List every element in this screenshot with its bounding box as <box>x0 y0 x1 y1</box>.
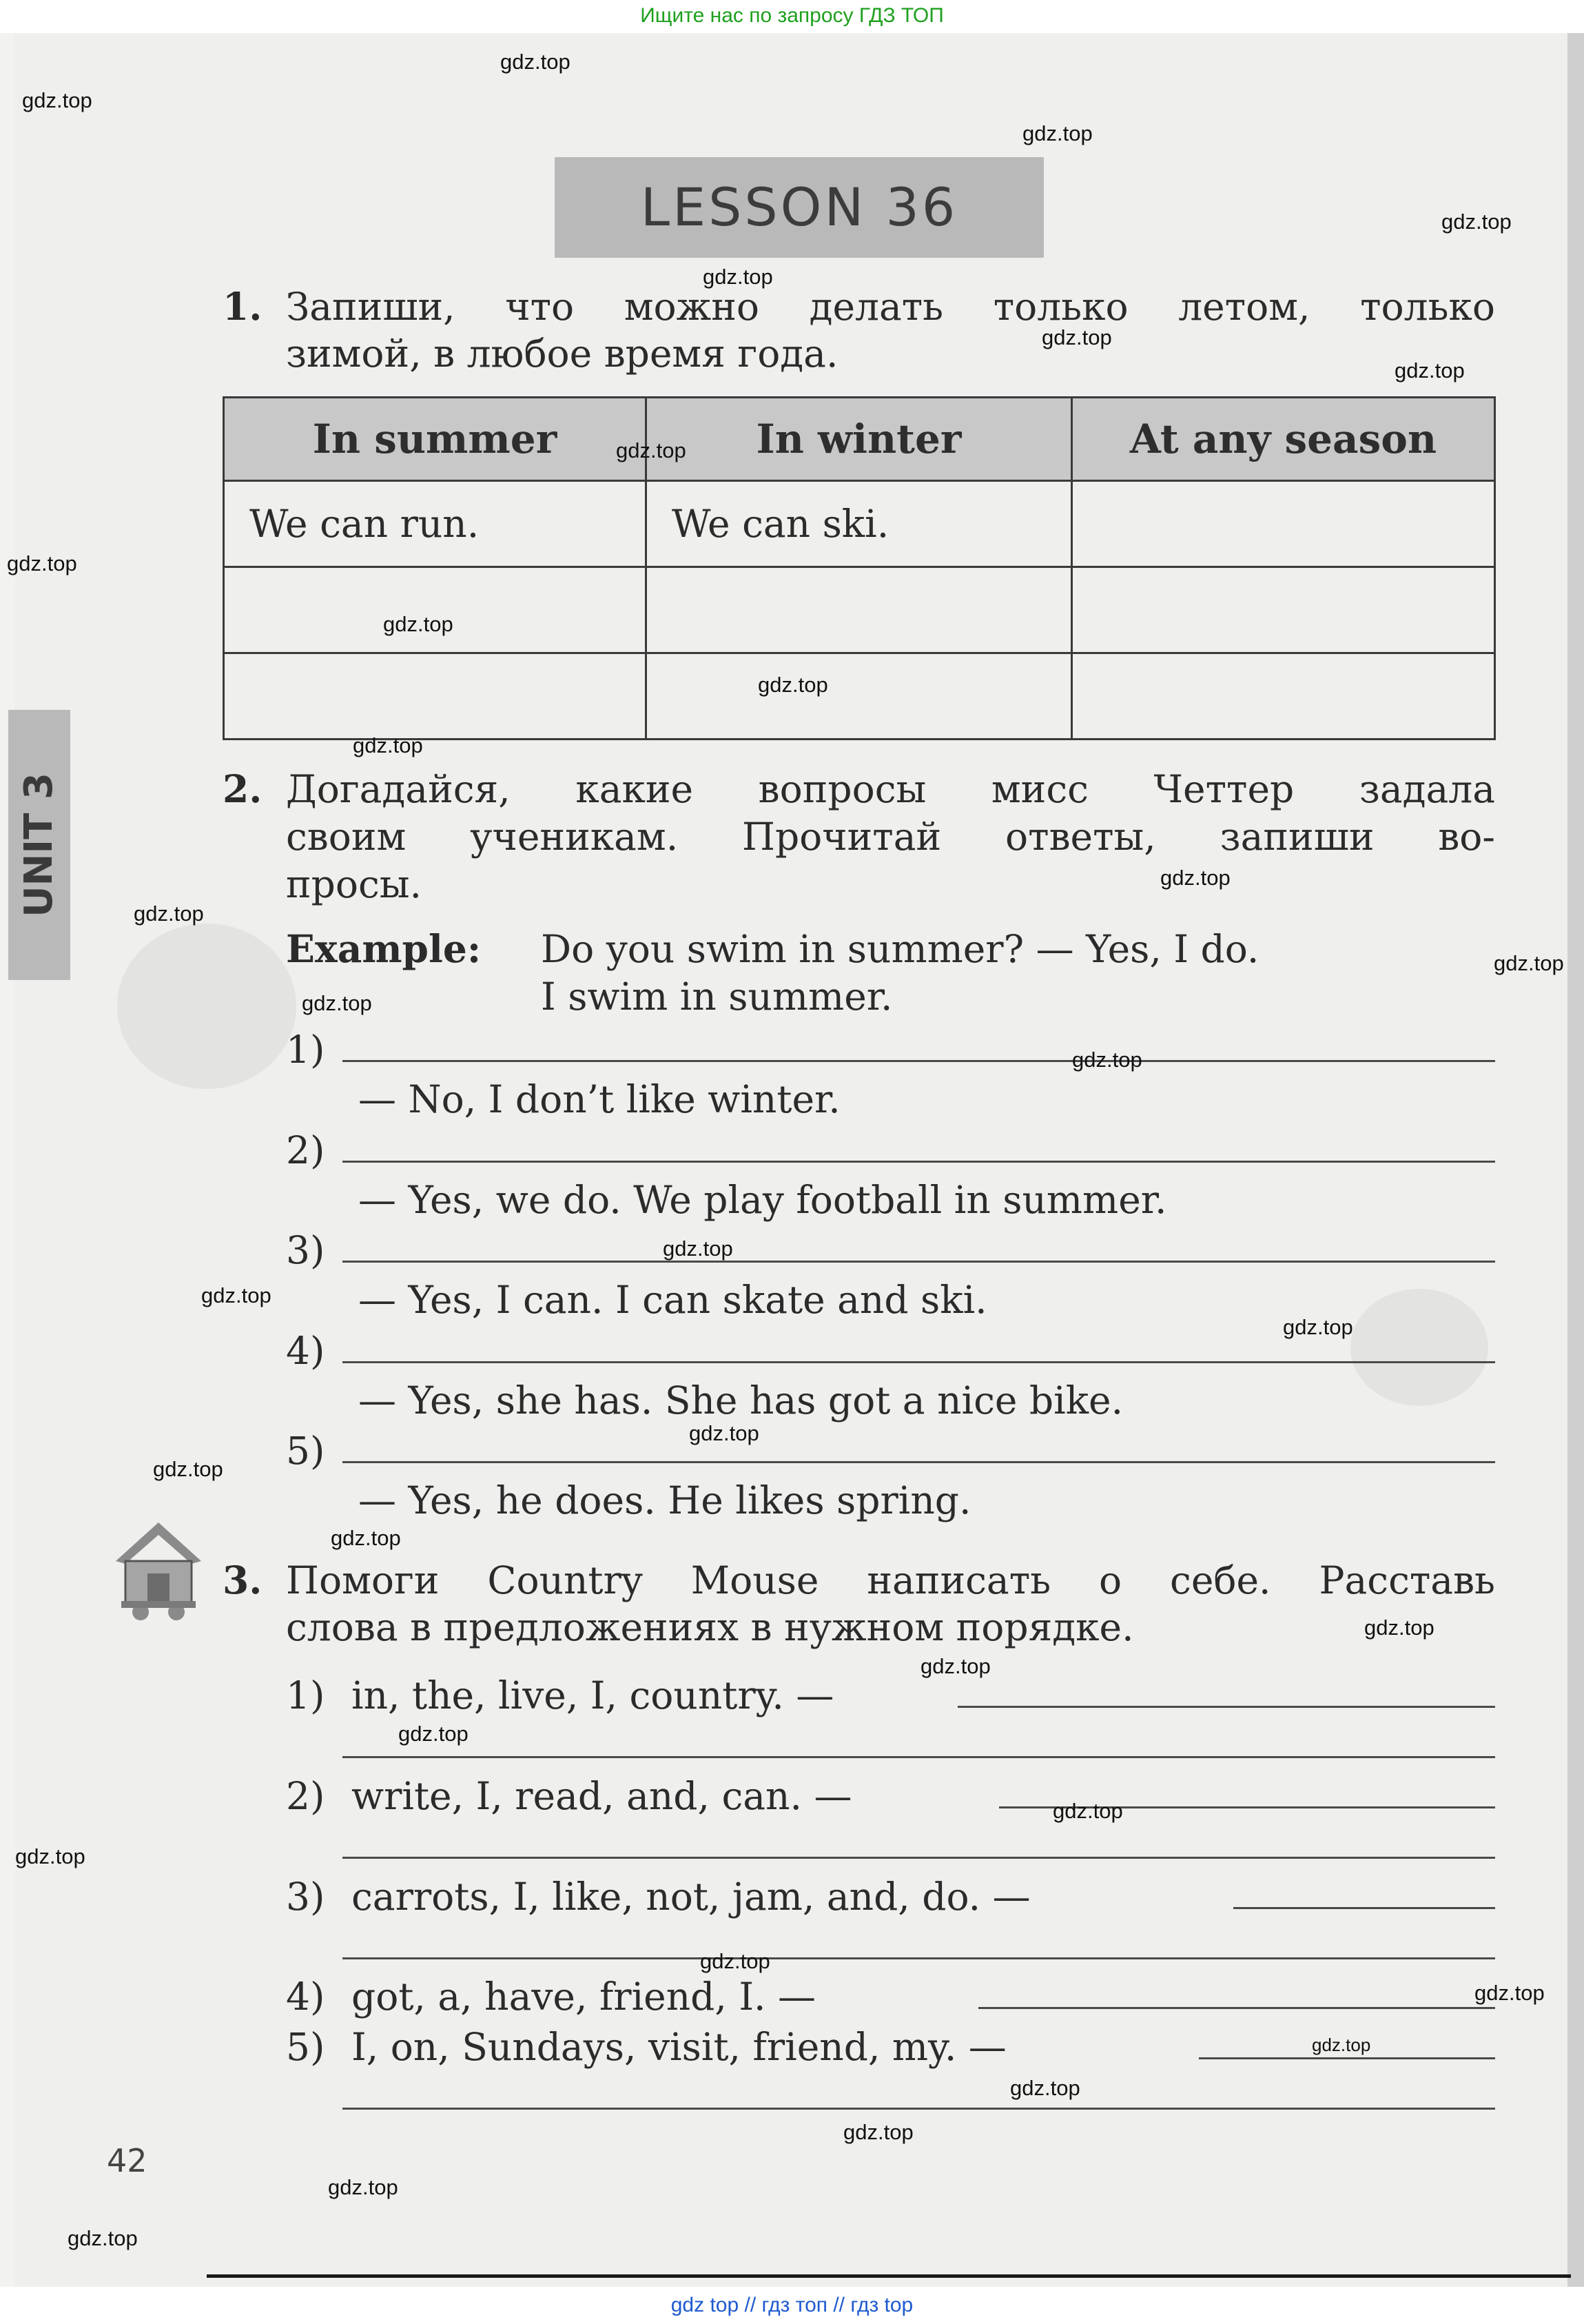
bottom-banner: gdz top // гдз топ // гдз top <box>0 2287 1584 2324</box>
answer-line[interactable] <box>1233 1907 1495 1909</box>
ex2-number: 2. <box>223 766 263 811</box>
ex2-item-number: 2) <box>286 1128 325 1172</box>
ex2-item-number: 1) <box>286 1028 325 1072</box>
ex2-item-number: 3) <box>286 1228 325 1272</box>
table-cell[interactable]: We can ski. <box>646 481 1072 567</box>
ex1-instruction-line2: зимой, в любое время года. <box>286 332 839 376</box>
answer-line[interactable] <box>342 1261 1495 1263</box>
answer-line[interactable] <box>1199 2057 1495 2059</box>
watermark: gdz.top <box>302 991 372 1015</box>
ex2-instruction-line1: Догадайся, какие вопросы мисс Четтер задала <box>286 767 1495 811</box>
ex2-item-answer: — Yes, she has. She has got a nice bike. <box>358 1378 1124 1423</box>
page-number: 42 <box>107 2142 147 2179</box>
header-in-summer: In summer <box>224 398 646 481</box>
ex2-item-answer: — No, I don’t like winter. <box>358 1077 841 1121</box>
table-row <box>224 481 1495 567</box>
watermark: gdz.top <box>700 1949 770 1973</box>
ex2-example-answer: I swim in summer. <box>541 975 893 1019</box>
watermark: gdz.top <box>331 1526 401 1550</box>
ex3-item-number: 1) <box>286 1673 325 1717</box>
unit-tab-label: UNIT 3 <box>17 773 61 917</box>
table-cell[interactable] <box>646 653 1072 740</box>
watermark: gdz.top <box>1072 1048 1142 1072</box>
watermark: gdz.top <box>1474 1981 1545 2005</box>
ex2-example-label: Example: <box>286 926 482 971</box>
table-cell[interactable] <box>224 653 646 740</box>
ex3-item-number: 4) <box>286 1975 325 2019</box>
seasons-table <box>223 396 1496 740</box>
table-row <box>224 653 1495 740</box>
table-cell[interactable] <box>1072 481 1495 567</box>
watermark: gdz.top <box>1441 210 1512 234</box>
page-edge-shadow <box>1567 33 1584 2287</box>
watermark: gdz.top <box>1395 358 1465 383</box>
ex2-example-question: Do you swim in summer? — Yes, I do. <box>541 927 1259 971</box>
watermark: gdz.top <box>616 438 686 462</box>
table-cell[interactable] <box>646 567 1072 653</box>
ex3-instruction-line1: Помоги Country Mouse написать о себе. Расставь <box>286 1558 1495 1602</box>
answer-line[interactable] <box>342 1857 1495 1859</box>
watermark: gdz.top <box>663 1236 733 1261</box>
ex2-item-number: 5) <box>286 1429 325 1473</box>
answer-line[interactable] <box>342 1060 1495 1062</box>
watermark: gdz.top <box>1010 2076 1080 2100</box>
lesson-title: LESSON 36 <box>640 176 958 238</box>
watermark: gdz.top <box>1042 325 1112 349</box>
answer-line[interactable] <box>342 1957 1495 1959</box>
watermark: gdz.top <box>1364 1615 1434 1640</box>
ex3-instruction-line2: слова в предложениях в нужном порядке. <box>286 1605 1134 1649</box>
bleed-through-shape <box>117 924 296 1089</box>
header-at-any-season: At any season <box>1072 398 1495 481</box>
ex3-item-number: 2) <box>286 1774 325 1818</box>
answer-line[interactable] <box>342 2108 1495 2110</box>
ex2-item-answer: — Yes, we do. We play football in summer. <box>358 1178 1167 1222</box>
top-search-banner: Ищите нас по запросу ГДЗ ТОП <box>0 0 1584 33</box>
watermark: gdz.top <box>843 2120 914 2144</box>
watermark: gdz.top <box>1494 951 1564 975</box>
table-row <box>224 567 1495 653</box>
table-cell[interactable] <box>1072 567 1495 653</box>
answer-line[interactable] <box>342 1161 1495 1163</box>
watermark: gdz.top <box>201 1283 271 1307</box>
watermark: gdz.top <box>68 2226 138 2250</box>
table-cell[interactable]: We can run. <box>224 481 646 567</box>
watermark: gdz.top <box>1022 121 1093 145</box>
watermark: gdz.top <box>920 1654 991 1678</box>
ex3-item-words: got, a, have, friend, I. — <box>351 1975 816 2019</box>
watermark: gdz.top <box>7 551 77 575</box>
table-header-row <box>224 398 1495 481</box>
table-cell[interactable] <box>224 567 646 653</box>
watermark: gdz.top <box>134 901 204 926</box>
answer-line[interactable] <box>342 1461 1495 1463</box>
watermark: gdz.top <box>398 1722 469 1746</box>
page-bottom-edge <box>207 2274 1571 2278</box>
watermark: gdz.top <box>758 673 828 697</box>
watermark: gdz.top <box>703 265 773 289</box>
ex2-item-answer: — Yes, I can. I can skate and ski. <box>358 1278 987 1322</box>
answer-line[interactable] <box>978 2007 1495 2009</box>
ex3-number: 3. <box>223 1558 263 1602</box>
ex1-instruction-line1: Запиши, что можно делать только летом, только <box>286 285 1495 329</box>
watermark: gdz.top <box>1312 2035 1371 2055</box>
ex3-item-number: 3) <box>286 1875 325 1919</box>
watermark: gdz.top <box>500 50 570 74</box>
ex3-item-words: carrots, I, like, not, jam, and, do. — <box>351 1875 1031 1919</box>
watermark: gdz.top <box>153 1457 223 1481</box>
header-in-winter: In winter <box>646 398 1072 481</box>
ex3-item-words: in, the, live, I, country. — <box>351 1673 834 1717</box>
ex2-item-answer: — Yes, he does. He likes spring. <box>358 1478 971 1522</box>
watermark: gdz.top <box>1283 1315 1353 1339</box>
ex2-item-number: 4) <box>286 1329 325 1373</box>
ex2-instruction-line2: своим ученикам. Прочитай ответы, запиши во- <box>286 815 1495 859</box>
ex3-item-words: write, I, read, and, can. — <box>351 1774 852 1818</box>
watermark: gdz.top <box>15 1844 85 1868</box>
table-cell[interactable] <box>1072 653 1495 740</box>
ex1-number: 1. <box>223 284 263 329</box>
watermark: gdz.top <box>353 733 423 757</box>
ex3-item-number: 5) <box>286 2025 325 2069</box>
answer-line[interactable] <box>342 1361 1495 1363</box>
bleed-through-shape <box>1350 1289 1488 1406</box>
answer-line[interactable] <box>342 1756 1495 1758</box>
watermark: gdz.top <box>1160 866 1231 890</box>
watermark: gdz.top <box>328 2175 398 2199</box>
watermark: gdz.top <box>383 612 453 636</box>
answer-line[interactable] <box>958 1706 1495 1708</box>
watermark: gdz.top <box>22 88 92 112</box>
watermark: gdz.top <box>689 1421 759 1445</box>
watermark: gdz.top <box>1053 1799 1123 1823</box>
ex3-item-words: I, on, Sundays, visit, friend, my. — <box>351 2025 1007 2069</box>
country-mouse-icon <box>110 1520 207 1623</box>
ex2-instruction-line3: просы. <box>286 862 422 906</box>
